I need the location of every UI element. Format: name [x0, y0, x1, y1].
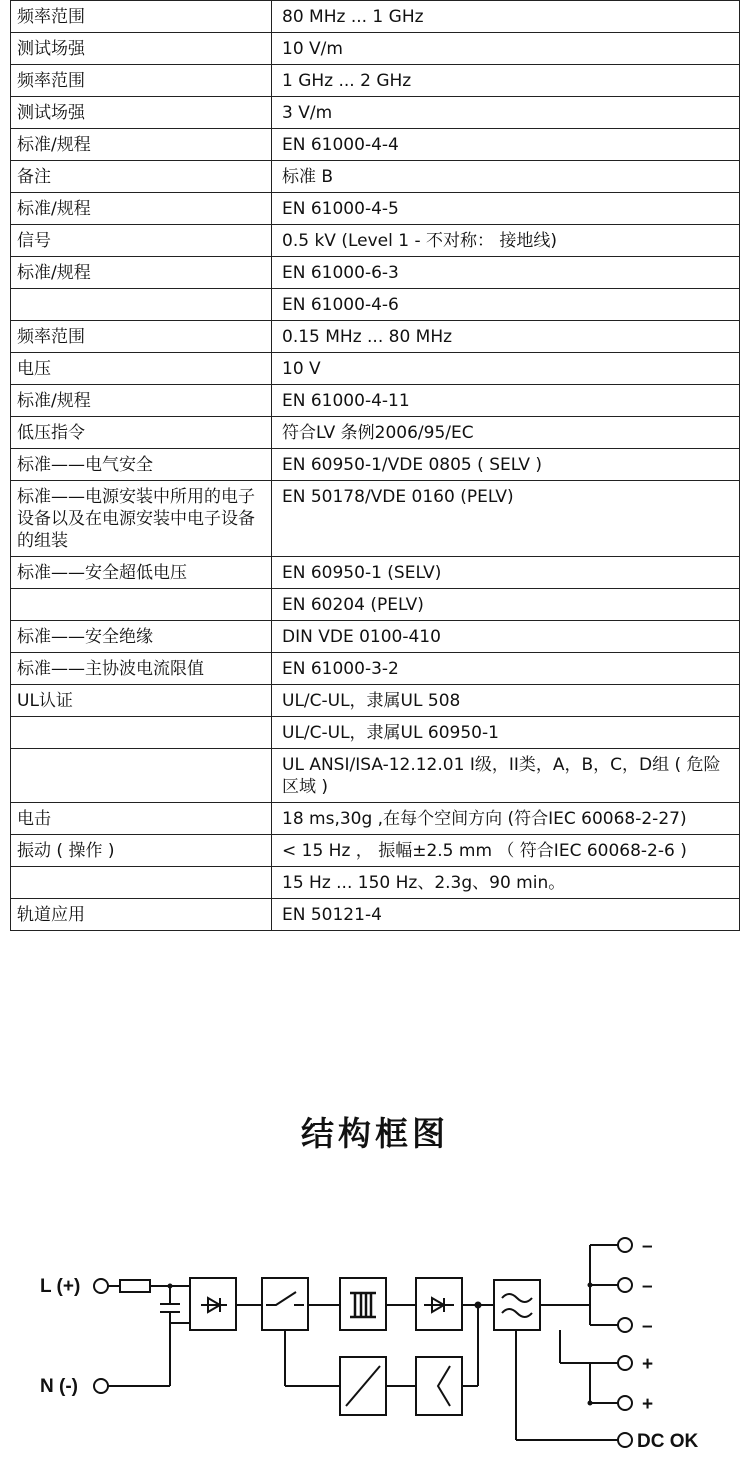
- spec-value-cell: 0.15 MHz ... 80 MHz: [272, 321, 740, 353]
- spec-label-cell: 频率范围: [11, 321, 272, 353]
- spec-row: [11, 717, 740, 749]
- spec-value-cell: DIN VDE 0100-410: [272, 621, 740, 653]
- spec-label-cell: [11, 589, 272, 621]
- spec-value-cell: 10 V: [272, 353, 740, 385]
- spec-row: [11, 97, 740, 129]
- spec-row: [11, 557, 740, 589]
- spec-row: [11, 193, 740, 225]
- spec-value-cell: UL/C-UL，隶属UL 508: [272, 685, 740, 717]
- spec-row: [11, 257, 740, 289]
- spec-row: [11, 353, 740, 385]
- spec-label-cell: 电击: [11, 803, 272, 835]
- spec-row: [11, 225, 740, 257]
- transformer-block: [340, 1278, 386, 1330]
- output-terminal: [618, 1396, 632, 1410]
- spec-value-cell: EN 61000-6-3: [272, 257, 740, 289]
- spec-label-cell: 电压: [11, 353, 272, 385]
- spec-row: [11, 449, 740, 481]
- spec-value-cell: EN 60204 (PELV): [272, 589, 740, 621]
- spec-label-cell: [11, 289, 272, 321]
- spec-label-cell: [11, 749, 272, 803]
- spec-value-cell: 80 MHz ... 1 GHz: [272, 1, 740, 33]
- spec-row: [11, 589, 740, 621]
- output-label-5: +: [642, 1394, 654, 1415]
- spec-value-cell: 标准 B: [272, 161, 740, 193]
- spec-value-cell: EN 61000-4-6: [272, 289, 740, 321]
- filter-block: [494, 1280, 540, 1330]
- output-label-2: –: [642, 1276, 653, 1297]
- spec-label-cell: 标准/规程: [11, 257, 272, 289]
- spec-value-cell: EN 50121-4: [272, 899, 740, 931]
- spec-label-cell: [11, 717, 272, 749]
- spec-value-cell: 10 V/m: [272, 33, 740, 65]
- spec-label-cell: 信号: [11, 225, 272, 257]
- spec-row: [11, 803, 740, 835]
- spec-table: [10, 0, 740, 931]
- spec-label-cell: 频率范围: [11, 65, 272, 97]
- output-label-4: +: [642, 1354, 654, 1375]
- spec-value-cell: UL/C-UL，隶属UL 60950-1: [272, 717, 740, 749]
- spec-value-cell: EN 50178/VDE 0160 (PELV): [272, 481, 740, 557]
- input-n-label: N (-): [40, 1376, 78, 1397]
- spec-value-cell: 1 GHz ... 2 GHz: [272, 65, 740, 97]
- output-label-1: –: [642, 1236, 653, 1257]
- spec-label-cell: 测试场强: [11, 33, 272, 65]
- spec-value-cell: EN 61000-4-4: [272, 129, 740, 161]
- spec-label-cell: 标准/规程: [11, 193, 272, 225]
- spec-value-cell: < 15 Hz ， 振幅±2.5 mm （ 符合IEC 60068-2-6 ): [272, 835, 740, 867]
- spec-label-cell: 标准/规程: [11, 385, 272, 417]
- spec-value-cell: EN 61000-3-2: [272, 653, 740, 685]
- spec-value-cell: 0.5 kV (Level 1 - 不对称： 接地线): [272, 225, 740, 257]
- spec-row: [11, 749, 740, 803]
- spec-value-cell: EN 61000-4-5: [272, 193, 740, 225]
- dc-ok-label: DC OK: [637, 1431, 699, 1452]
- spec-label-cell: 测试场强: [11, 97, 272, 129]
- spec-value-cell: EN 61000-4-11: [272, 385, 740, 417]
- spec-label-cell: [11, 867, 272, 899]
- spec-label-cell: 标准——电源安装中所用的电子设备以及在电源安装中电子设备的组装: [11, 481, 272, 557]
- spec-value-cell: 符合LV 条例2006/95/EC: [272, 417, 740, 449]
- spec-value-cell: 15 Hz ... 150 Hz、2.3g、90 min。: [272, 867, 740, 899]
- output-terminal: [618, 1238, 632, 1252]
- spec-row: [11, 621, 740, 653]
- output-terminal: [618, 1318, 632, 1332]
- spec-row: [11, 385, 740, 417]
- spec-value-cell: EN 60950-1/VDE 0805 ( SELV ): [272, 449, 740, 481]
- spec-label-cell: 轨道应用: [11, 899, 272, 931]
- spec-value-cell: EN 60950-1 (SELV): [272, 557, 740, 589]
- section-title: 结构框图: [301, 1114, 449, 1153]
- spec-value-cell: UL ANSI/ISA-12.12.01 I级，II类，A，B，C，D组 ( 危险区域 ): [272, 749, 740, 803]
- output-label-3: –: [642, 1316, 653, 1337]
- spec-label-cell: 标准——安全超低电压: [11, 557, 272, 589]
- spec-label-cell: 标准——安全绝缘: [11, 621, 272, 653]
- spec-label-cell: 标准——电气安全: [11, 449, 272, 481]
- spec-label-cell: 频率范围: [11, 1, 272, 33]
- spec-row: [11, 835, 740, 867]
- spec-row: [11, 289, 740, 321]
- spec-row: [11, 161, 740, 193]
- input-n-terminal: [94, 1379, 108, 1393]
- spec-row: [11, 653, 740, 685]
- spec-row: [11, 33, 740, 65]
- spec-row: [11, 867, 740, 899]
- output-terminal: [618, 1278, 632, 1292]
- spec-row: [11, 129, 740, 161]
- spec-value-cell: 3 V/m: [272, 97, 740, 129]
- spec-label-cell: 振动 ( 操作 ): [11, 835, 272, 867]
- spec-label-cell: 备注: [11, 161, 272, 193]
- spec-row: [11, 417, 740, 449]
- fuse-symbol: [120, 1280, 150, 1292]
- spec-label-cell: 标准——主协波电流限值: [11, 653, 272, 685]
- spec-label-cell: UL认证: [11, 685, 272, 717]
- spec-row: [11, 65, 740, 97]
- spec-row: [11, 481, 740, 557]
- spec-row: [11, 685, 740, 717]
- block-diagram: [0, 1220, 750, 1470]
- input-l-terminal: [94, 1279, 108, 1293]
- output-terminal: [618, 1356, 632, 1370]
- input-l-label: L (+): [40, 1276, 81, 1297]
- spec-row: [11, 1, 740, 33]
- spec-value-cell: 18 ms,30g ,在每个空间方向 (符合IEC 60068-2-27): [272, 803, 740, 835]
- spec-table-body: [11, 1, 740, 931]
- spec-row: [11, 899, 740, 931]
- dc-ok-terminal: [618, 1433, 632, 1447]
- spec-label-cell: 标准/规程: [11, 129, 272, 161]
- spec-label-cell: 低压指令: [11, 417, 272, 449]
- spec-row: [11, 321, 740, 353]
